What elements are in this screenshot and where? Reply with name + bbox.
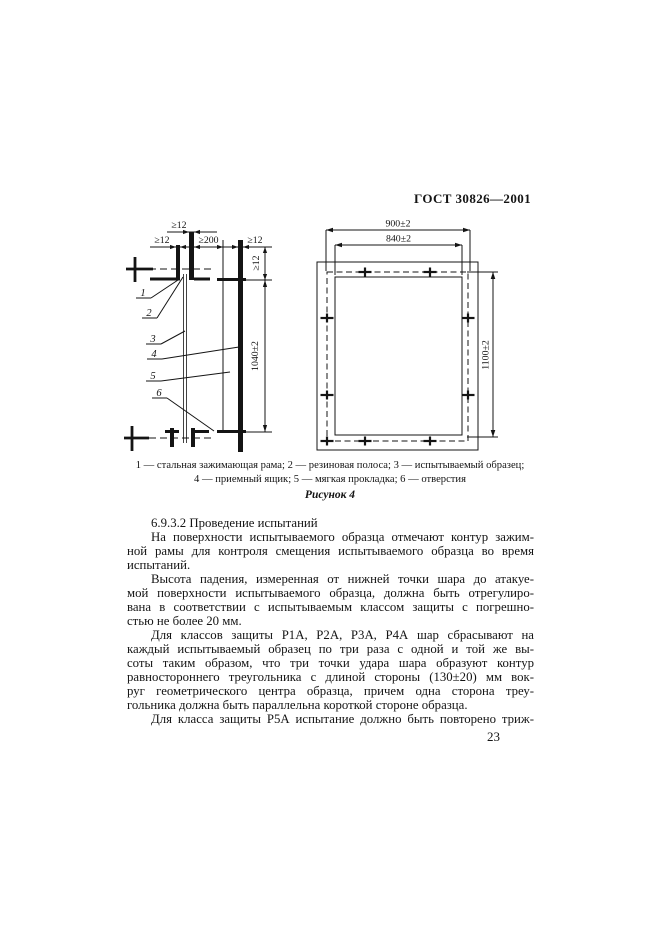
section-view-diagram bbox=[122, 212, 297, 467]
body-text bbox=[127, 516, 534, 726]
body-line: испытаний. bbox=[127, 558, 191, 572]
dim-vertical-gap-label: ≥12 bbox=[251, 255, 262, 271]
dim-opening-width-label: 840±2 bbox=[386, 233, 411, 245]
body-line: руг геометрического центра образца, причем одна сторона треу- bbox=[127, 684, 534, 698]
dimension-labels bbox=[386, 219, 492, 370]
callout-1: 1 bbox=[140, 288, 146, 299]
figure-number: Рисунок 4 bbox=[304, 489, 356, 501]
body-line: Для класса защиты Р5А испытание должно быть повторено триж- bbox=[151, 712, 534, 726]
dimension-lines bbox=[326, 228, 498, 437]
callouts bbox=[136, 277, 239, 431]
figure-caption-line1: 1 — стальная зажимающая рама; 2 — резиновая полоса; 3 — испытываемый образец; bbox=[135, 460, 525, 471]
body-line: На поверхности испытываемого образца отмечают контур зажим- bbox=[151, 530, 534, 544]
body-line: ной рамы для контроля смещения испытываемого образца во время bbox=[127, 544, 534, 558]
hole-marks bbox=[321, 268, 475, 446]
callout-5: 5 bbox=[150, 371, 156, 382]
dim-outer-height-label: 1100±2 bbox=[480, 340, 492, 370]
dim-outer-width-label: 900±2 bbox=[385, 218, 411, 230]
dim-left-plate-label: ≥12 bbox=[154, 235, 170, 246]
body-line: мой поверхности испытываемого образца, должна быть отрегулиро- bbox=[127, 586, 534, 600]
body-line: стью не более 20 мм. bbox=[127, 614, 242, 628]
body-line: вана в соответствии с испытываемым классом защиты с погрешно- bbox=[127, 600, 534, 614]
body-line: соты таким образом, что три точки удара шара образуют контур bbox=[127, 656, 534, 670]
front-view-diagram bbox=[305, 215, 505, 465]
structure-lines bbox=[124, 232, 246, 452]
dim-height-label: 1040±2 bbox=[250, 341, 261, 371]
dim-box-wall-label: ≥12 bbox=[247, 235, 263, 246]
body-line: Высота падения, измеренная от нижней точки шара до атакуе- bbox=[151, 572, 534, 586]
clause-heading: 6.9.3.2 Проведение испытаний bbox=[151, 516, 318, 530]
frame-outline bbox=[317, 262, 478, 450]
figure-caption bbox=[124, 459, 536, 486]
figure-caption-line2: 4 — приемный ящик; 5 — мягкая прокладка; 6 — отверстия bbox=[194, 473, 466, 485]
body-line: гольника должна быть параллельна короткой стороне образца. bbox=[127, 698, 468, 712]
callout-2: 2 bbox=[146, 308, 152, 319]
callout-4: 4 bbox=[151, 349, 157, 360]
standard-number: ГОСТ 30826—2001 bbox=[414, 191, 532, 206]
callout-3: 3 bbox=[150, 334, 156, 345]
dimension-labels bbox=[154, 220, 262, 371]
body-line: Для классов защиты Р1А, Р2А, Р3А, Р4А шар сбрасывают на bbox=[151, 628, 534, 642]
callout-6: 6 bbox=[156, 388, 162, 399]
body-line: равностороннего треугольника с длиной стороны (130±20) мм вок- bbox=[127, 670, 534, 684]
dim-top-plate-label: ≥12 bbox=[171, 220, 187, 231]
dim-box-offset-label: ≥200 bbox=[198, 235, 219, 246]
body-line: каждый испытываемый образец по три раза с одной и той же вы- bbox=[127, 642, 534, 656]
page-number: 23 bbox=[487, 729, 500, 744]
